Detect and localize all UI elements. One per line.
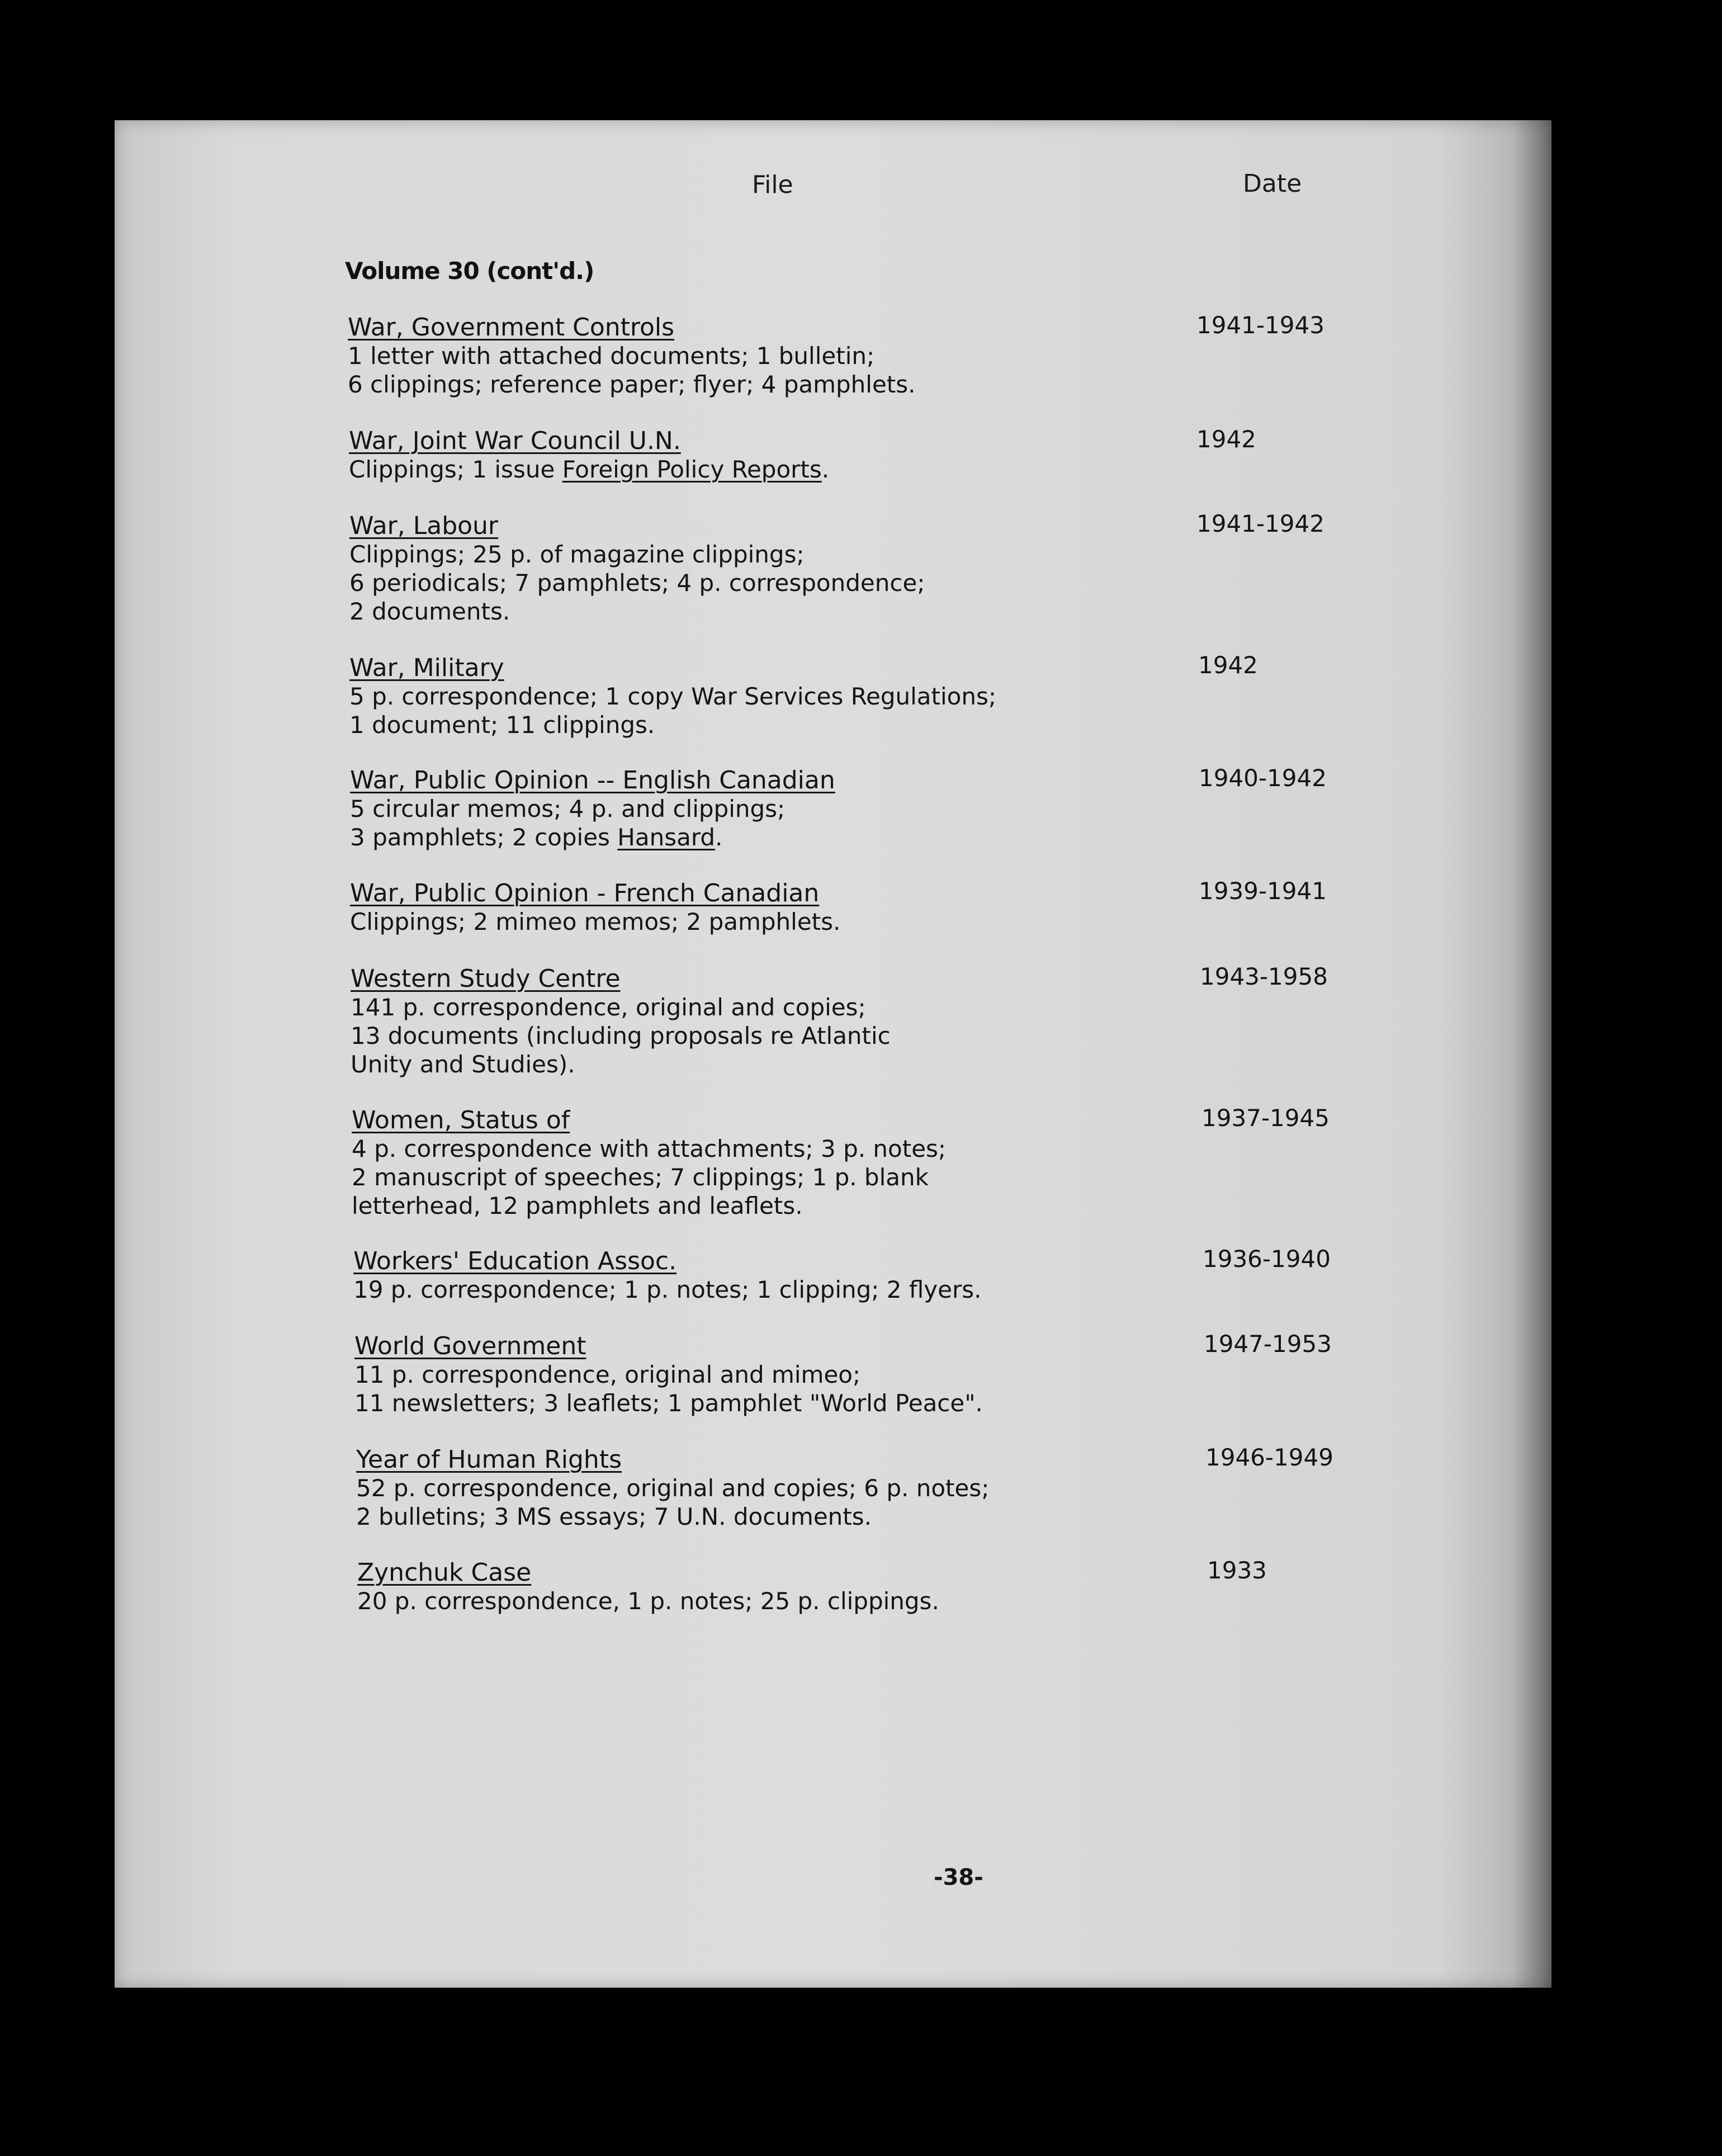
description-line: 4 p. correspondence with attachments; 3 p. notes;	[352, 1135, 947, 1162]
entry-title: Zynchuk Case	[357, 1558, 532, 1587]
description-line: 11 p. correspondence, original and mimeo;	[354, 1361, 861, 1388]
entry-title: Workers' Education Assoc.	[353, 1247, 677, 1275]
entry-description	[354, 1360, 983, 1417]
description-line: 2 bulletins; 3 MS essays; 7 U.N. documents.	[356, 1503, 872, 1530]
description-line: 5 p. correspondence; 1 copy War Services Regulations;	[349, 683, 997, 710]
entry-title: Women, Status of	[352, 1106, 570, 1134]
description-line: 1 letter with attached documents; 1 bulletin;	[348, 342, 875, 370]
entry-date: 1943-1958	[1200, 963, 1328, 990]
description-line: 141 p. correspondence, original and copies;	[351, 994, 866, 1021]
description-text: 3 pamphlets; 2 copies	[350, 824, 618, 851]
entry-title: War, Public Opinion - French Canadian	[350, 879, 820, 907]
entry-date: 1933	[1207, 1557, 1267, 1584]
entry-title: Western Study Centre	[351, 964, 621, 993]
publication-title: Hansard	[617, 824, 716, 851]
description-line: letterhead, 12 pamphlets and leaflets.	[352, 1192, 803, 1219]
entry-description	[356, 1474, 989, 1531]
file-column-header: File	[752, 171, 793, 199]
entry-date: 1941-1942	[1196, 510, 1324, 537]
description-line	[349, 455, 829, 484]
entry-description	[350, 907, 840, 936]
description-line: 11 newsletters; 3 leaflets; 1 pamphlet "World Peace".	[354, 1389, 983, 1417]
description-line: Clippings; 2 mimeo memos; 2 pamphlets.	[350, 908, 841, 935]
entry-title: World Government	[354, 1332, 586, 1360]
page-edge-shadow	[1512, 120, 1551, 1988]
entry-title: War, Government Controls	[348, 313, 675, 342]
description-line: 13 documents (including proposals re Atlantic	[351, 1022, 891, 1049]
entry-title: War, Labour	[349, 512, 499, 540]
description-line: 6 periodicals; 7 pamphlets; 4 p. correspondence;	[349, 569, 925, 597]
description-line: 6 clippings; reference paper; flyer; 4 pamphlets.	[348, 371, 916, 398]
description-line: Unity and Studies).	[351, 1051, 575, 1078]
entry-title: War, Military	[349, 654, 504, 682]
description-text: .	[821, 456, 830, 483]
entry-date: 1939-1941	[1199, 877, 1327, 905]
entry-date: 1942	[1198, 651, 1258, 679]
entry-description	[349, 682, 996, 739]
entry-title: War, Public Opinion -- English Canadian	[350, 766, 835, 795]
entry-date: 1937-1945	[1201, 1104, 1330, 1132]
entry-description	[357, 1587, 939, 1615]
date-column-header: Date	[1243, 169, 1302, 198]
document-page	[115, 120, 1551, 1988]
entry-date: 1941-1943	[1196, 311, 1324, 339]
entry-date: 1940-1942	[1199, 764, 1327, 792]
description-line: 2 documents.	[349, 598, 510, 625]
entry-title: War, Joint War Council U.N.	[349, 427, 681, 455]
entry-date: 1946-1949	[1205, 1444, 1333, 1471]
description-line: Clippings; 25 p. of magazine clippings;	[349, 541, 805, 568]
entry-description	[352, 1134, 946, 1220]
entry-title: Year of Human Rights	[356, 1445, 622, 1474]
entry-description	[353, 1275, 982, 1304]
entry-date: 1936-1940	[1203, 1245, 1331, 1273]
description-line: 52 p. correspondence, original and copies; 6 p. notes;	[356, 1474, 990, 1502]
publication-title: Foreign Policy Reports	[562, 456, 822, 483]
description-line	[350, 823, 785, 852]
entry-description	[350, 795, 785, 852]
description-line: 20 p. correspondence, 1 p. notes; 25 p. clippings.	[357, 1587, 939, 1615]
description-line: 5 circular memos; 4 p. and clippings;	[350, 795, 786, 822]
entry-description	[349, 540, 925, 626]
entry-date: 1942	[1196, 425, 1256, 453]
entry-description	[349, 455, 829, 484]
entry-description	[348, 342, 916, 399]
description-line: 2 manuscript of speeches; 7 clippings; 1 p. blank	[352, 1164, 929, 1191]
description-line: 19 p. correspondence; 1 p. notes; 1 clipping; 2 flyers.	[353, 1276, 982, 1303]
description-text: Clippings; 1 issue	[349, 456, 562, 483]
entry-date: 1947-1953	[1204, 1330, 1332, 1358]
page-number: -38-	[934, 1865, 983, 1890]
description-text: .	[715, 824, 723, 851]
volume-heading: Volume 30 (cont'd.)	[345, 257, 594, 285]
description-line: 1 document; 11 clippings.	[349, 711, 655, 739]
entry-description	[351, 993, 891, 1079]
